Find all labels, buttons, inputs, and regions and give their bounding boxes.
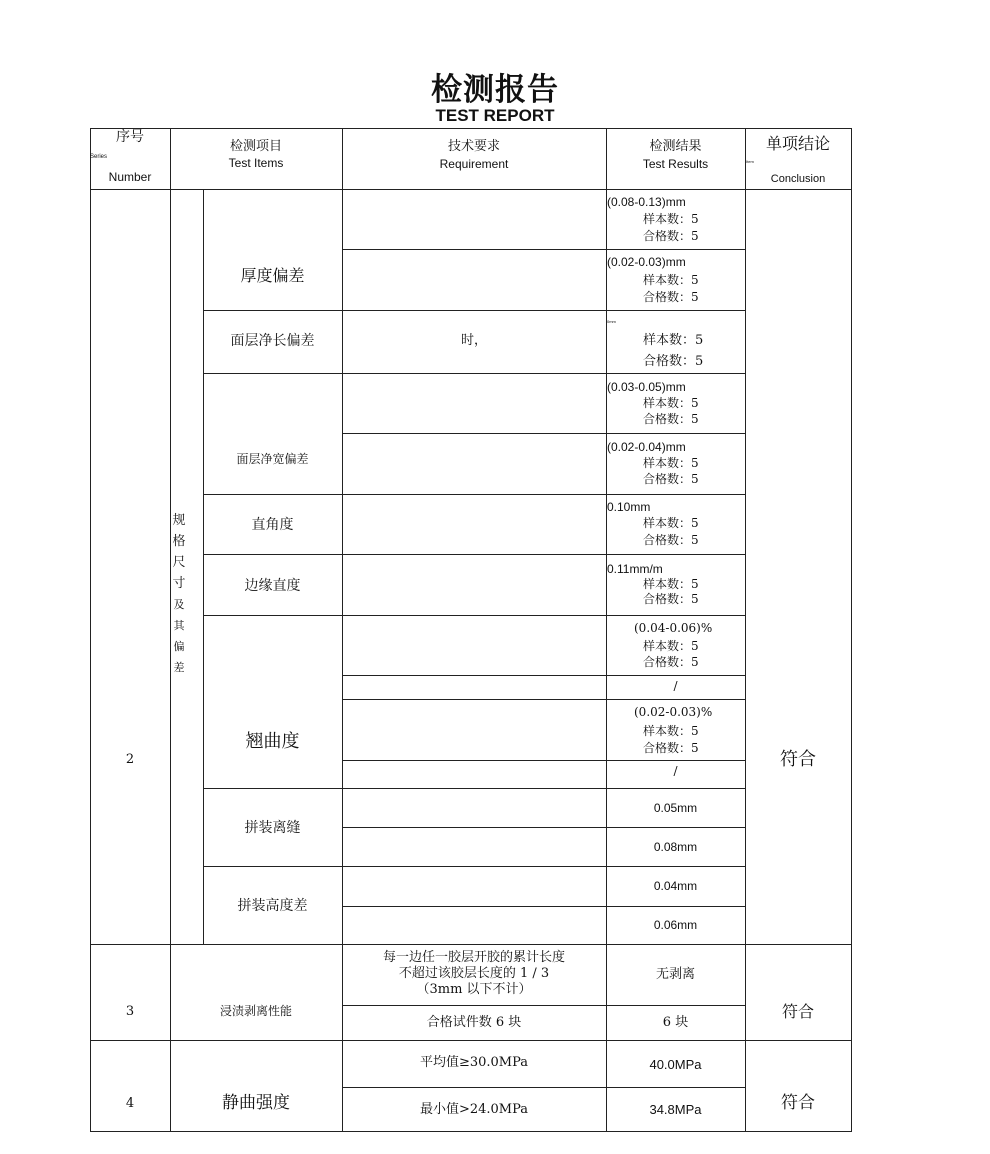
result-samples: 样本数：5 xyxy=(643,273,699,287)
result-value: (0.02-0.03)mm xyxy=(607,255,686,269)
result-gap-2: 0.08mm xyxy=(653,840,698,854)
result-passed: 合格数：5 xyxy=(643,592,699,606)
result-value: (0.04-0.06)% xyxy=(634,621,713,635)
rule-left xyxy=(90,128,91,1132)
item-thickness: 厚度偏差 xyxy=(240,266,305,285)
header-requirement-en: Requirement xyxy=(439,157,509,171)
header-items-en: Test Items xyxy=(228,156,284,170)
result-gap-1: 0.05mm xyxy=(653,801,698,815)
result-value: (0.08-0.13)mm xyxy=(607,195,686,209)
result-samples: 样本数：5 xyxy=(643,516,699,530)
result-value: (0.02-0.04)mm xyxy=(607,440,686,454)
header-requirement-cn: 技术要求 xyxy=(447,139,500,154)
result-passed: 合格数：5 xyxy=(643,741,699,755)
group-char: 及 xyxy=(173,598,185,611)
item-edge: 边缘直度 xyxy=(244,578,301,594)
section2-group-label xyxy=(170,510,188,678)
group-char: 规 xyxy=(172,513,186,528)
section3-req1-line2: 不超过该胶层长度的 1 / 3 xyxy=(398,966,550,981)
result-value: / xyxy=(673,679,678,693)
result-unit: 0mm xyxy=(607,319,616,324)
result-passed: 合格数：5 xyxy=(643,655,699,669)
item-gap: 拼装离缝 xyxy=(244,820,301,836)
section4-conclusion: 符合 xyxy=(781,1093,815,1113)
result-samples: 样本数：5 xyxy=(643,639,699,653)
section4-number: 4 xyxy=(125,1096,135,1111)
header-results-cn: 检测结果 xyxy=(649,139,702,154)
section4-req2: 最小值>24.0MPa xyxy=(419,1102,529,1117)
result-samples: 样本数：5 xyxy=(643,724,699,738)
header-number-en: Number xyxy=(108,170,152,184)
header-number-series: Series xyxy=(90,154,108,160)
rule-item-square-bottom xyxy=(203,554,745,555)
section3-conclusion: 符合 xyxy=(781,1002,814,1021)
rule-col4 xyxy=(745,128,746,1132)
rule-item-edge-bottom xyxy=(203,615,745,616)
group-char: 差 xyxy=(173,661,185,674)
result-passed: 合格数：5 xyxy=(643,290,699,304)
result-passed: 合格数：5 xyxy=(643,412,699,426)
result-samples: 样本数：5 xyxy=(643,577,699,591)
header-items-cn: 检测项目 xyxy=(229,139,282,154)
rule-subrow xyxy=(342,760,745,761)
section3-req2: 合格试件数 6 块 xyxy=(426,1015,522,1030)
result-passed: 合格数：5 xyxy=(643,229,699,243)
rule-section3-subrow xyxy=(342,1005,745,1006)
rule-subrow xyxy=(342,906,745,907)
result-samples: 样本数：5 xyxy=(643,456,699,470)
section4-req1: 平均值≥30.0MPa xyxy=(419,1055,529,1070)
rule-item-length-bottom xyxy=(203,373,745,374)
rule-item-gap-bottom xyxy=(203,866,745,867)
result-samples: 样本数：5 xyxy=(643,396,699,410)
rule-subrow xyxy=(342,433,745,434)
result-passed: 合格数：5 xyxy=(643,354,704,369)
section3-number: 3 xyxy=(125,1004,135,1019)
section3-result1: 无剥离 xyxy=(655,967,695,982)
item-length: 面层净长偏差 xyxy=(230,333,315,349)
result-height-1: 0.04mm xyxy=(653,879,698,893)
header-results-en: Test Results xyxy=(642,157,709,171)
rule-right xyxy=(851,128,852,1132)
rule-item-thickness-bottom xyxy=(203,310,745,311)
header-conclusion-item: Item xyxy=(746,159,754,164)
item-warp: 翘曲度 xyxy=(245,731,300,752)
rule-table-bottom xyxy=(90,1131,851,1132)
result-value: 0.10mm xyxy=(607,500,651,514)
group-char: 其 xyxy=(173,619,185,632)
rule-section3-bottom xyxy=(90,1040,851,1041)
rule-subrow xyxy=(342,699,745,700)
section4-item: 静曲强度 xyxy=(222,1093,290,1113)
rule-section4-subrow xyxy=(342,1087,745,1088)
rule-subrow xyxy=(342,249,745,250)
result-height-2: 0.06mm xyxy=(653,918,698,932)
header-conclusion-cn: 单项结论 xyxy=(765,134,830,153)
section3-req1-line3: （3mm 以下不计） xyxy=(416,982,532,997)
section2-conclusion: 符合 xyxy=(780,749,816,770)
result-passed: 合格数：5 xyxy=(643,533,699,547)
group-char: 尺 xyxy=(172,555,186,570)
result-samples: 样本数：5 xyxy=(643,333,704,348)
rule-item-warp-bottom xyxy=(203,788,745,789)
group-char: 寸 xyxy=(172,576,186,591)
rule-subrow xyxy=(342,827,745,828)
header-conclusion-en: Conclusion xyxy=(770,173,826,185)
rule-top xyxy=(90,128,851,129)
item-squareness: 直角度 xyxy=(251,517,294,533)
group-char: 偏 xyxy=(173,640,185,653)
section4-result1: 40.0MPa xyxy=(649,1057,702,1072)
result-value: (0.02-0.03)% xyxy=(634,705,713,719)
section4-result2: 34.8MPa xyxy=(649,1102,702,1117)
section2-number: 2 xyxy=(125,752,135,767)
result-value: / xyxy=(673,764,678,778)
report-subtitle: TEST REPORT xyxy=(435,106,555,125)
header-number-cn: 序号 xyxy=(116,129,144,145)
result-samples: 样本数：5 xyxy=(643,212,699,226)
section3-req1-line1: 每一边任一胶层开胶的累计长度 xyxy=(382,950,565,965)
item-width: 面层净宽偏差 xyxy=(236,452,309,466)
section3-item: 浸渍剥离性能 xyxy=(219,1004,292,1018)
group-char: 格 xyxy=(172,534,186,549)
rule-header-bottom xyxy=(90,189,851,190)
report-title: 检测报告 xyxy=(431,72,559,108)
result-value: 0.11mm/m xyxy=(607,562,663,576)
result-value: (0.03-0.05)mm xyxy=(607,380,686,394)
rule-item-width-bottom xyxy=(203,494,745,495)
result-passed: 合格数：5 xyxy=(643,472,699,486)
rule-section2-bottom xyxy=(90,944,851,945)
requirement-length: 时， xyxy=(460,333,487,348)
section3-result2: 6 块 xyxy=(662,1015,689,1030)
rule-subrow xyxy=(342,675,745,676)
item-height: 拼装高度差 xyxy=(237,898,308,914)
